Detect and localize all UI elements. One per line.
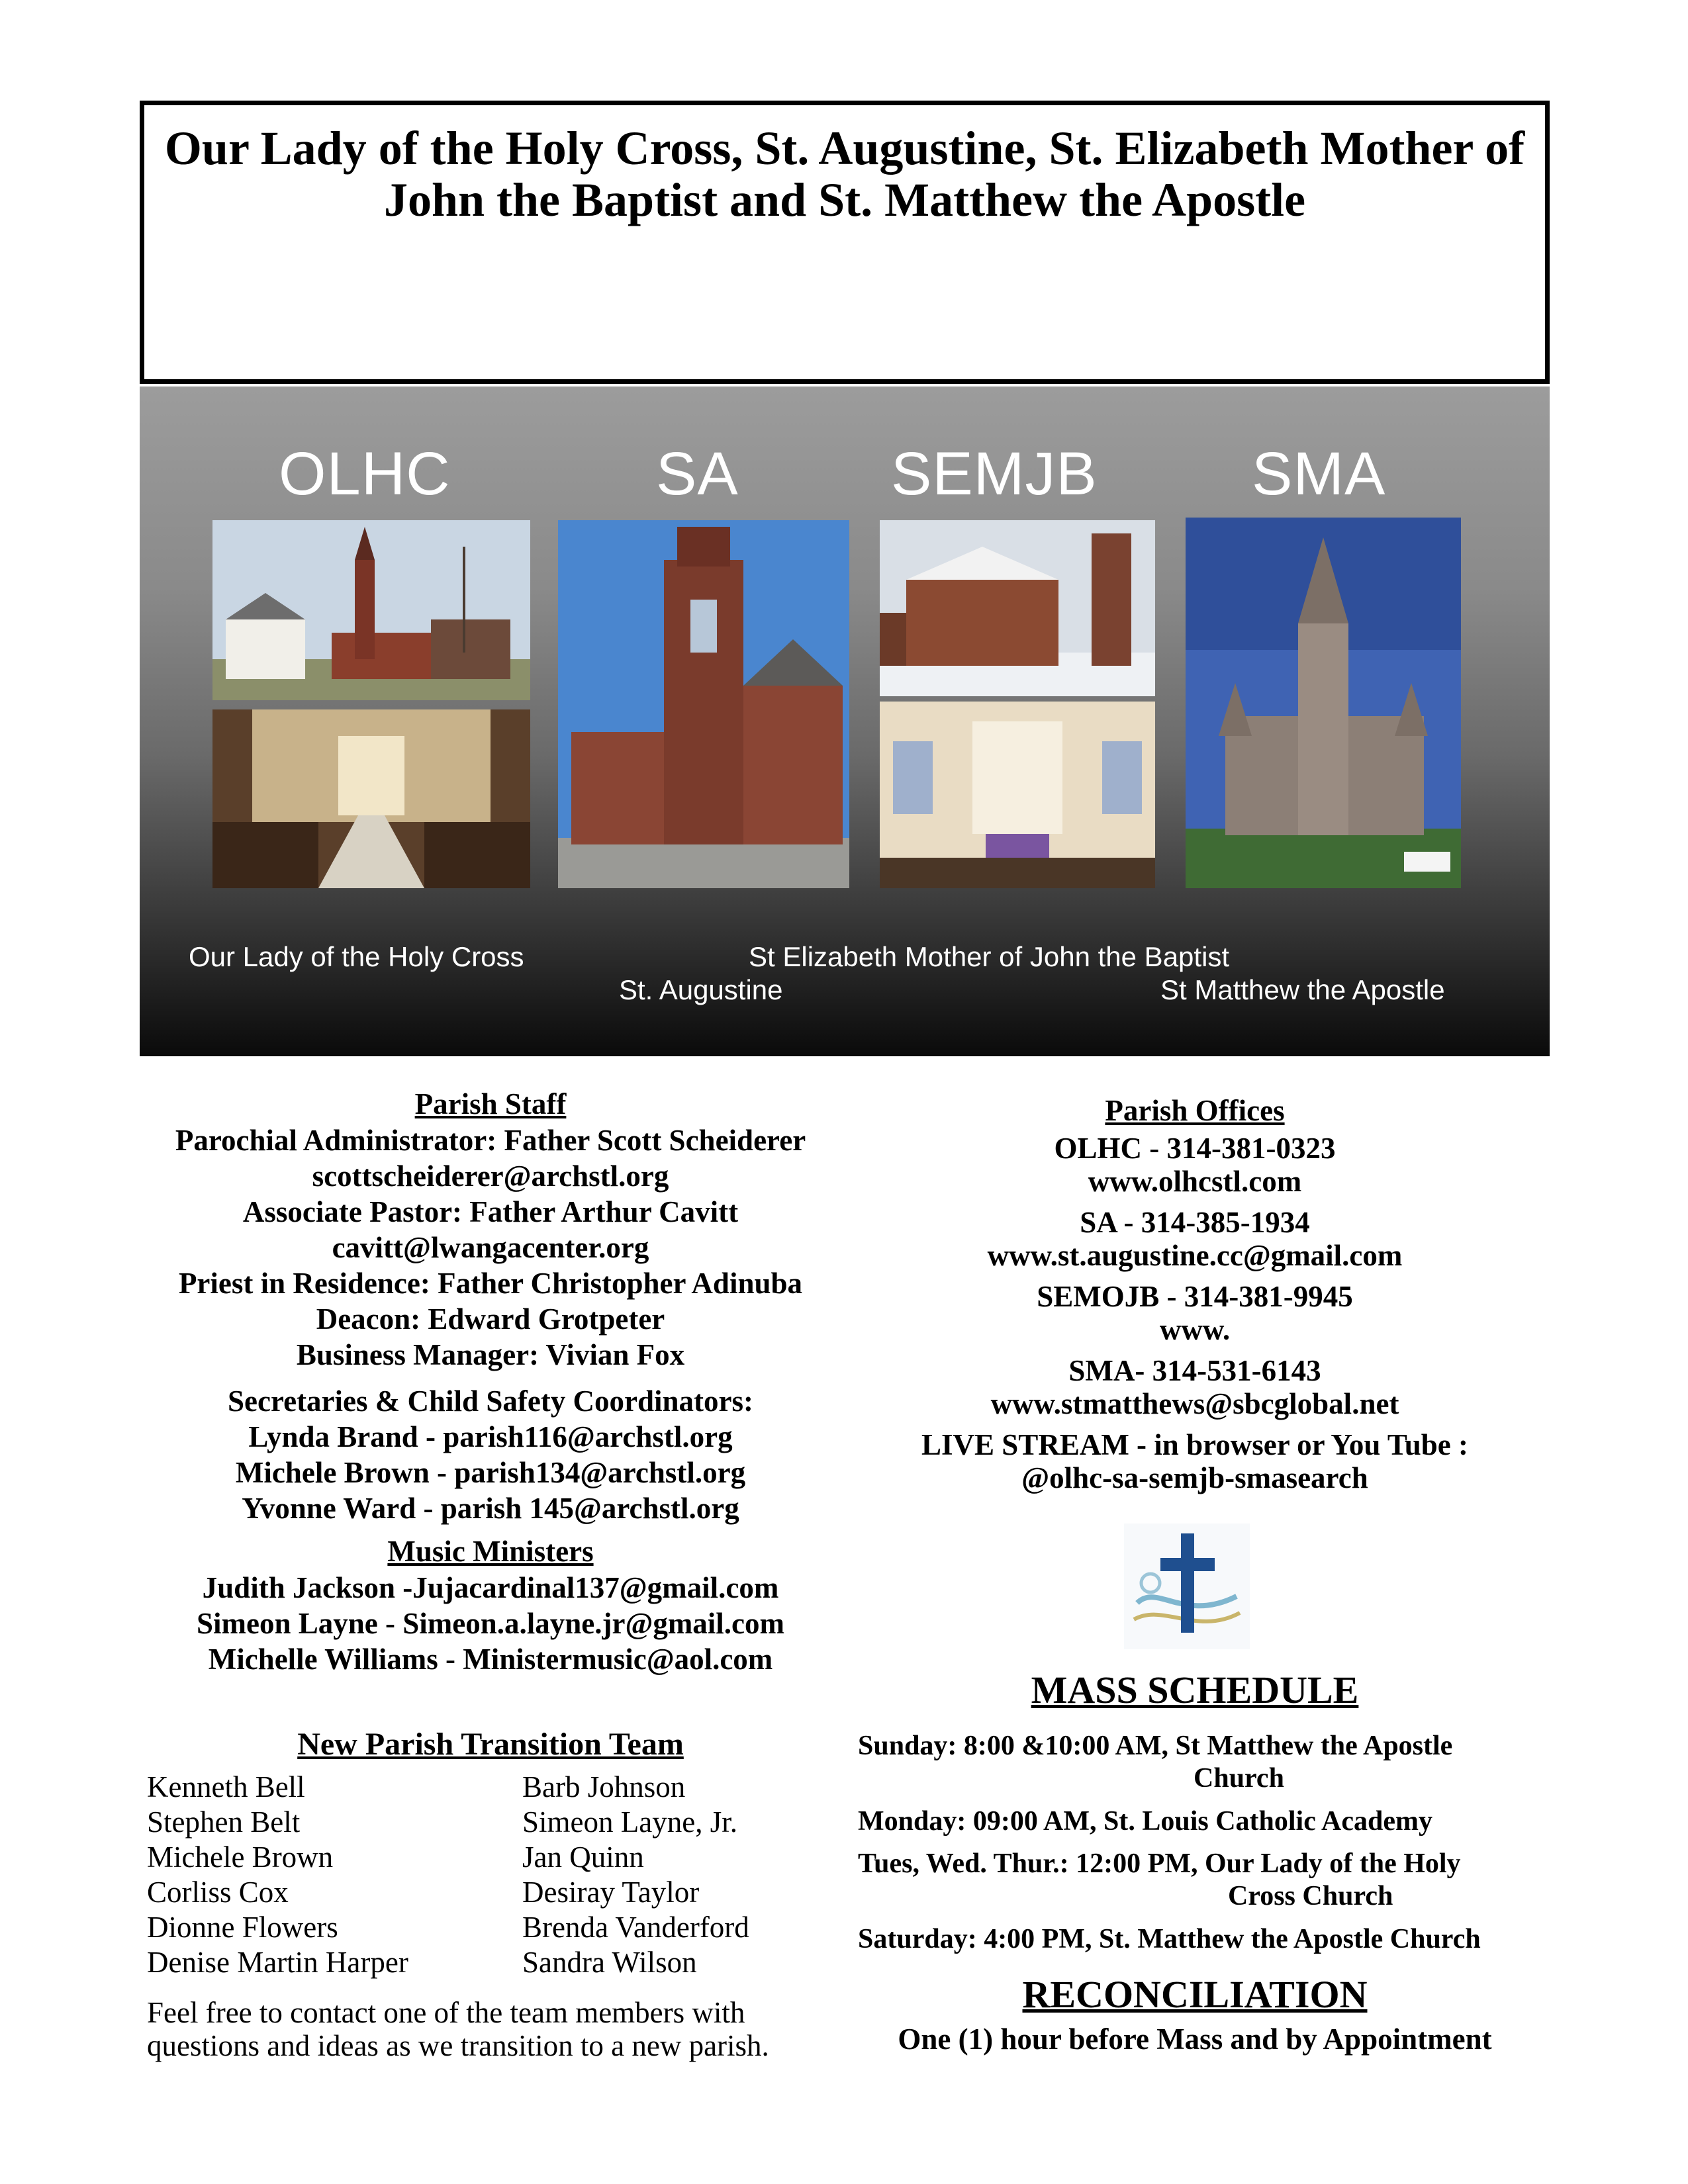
offices-heading: Parish Offices bbox=[1105, 1094, 1285, 1127]
page-title: Our Lady of the Holy Cross, St. Augustine, St. Elizabeth Mother of John the Baptist and St. Matthew the Apostle bbox=[164, 122, 1525, 226]
semjb-exterior-photo bbox=[880, 520, 1155, 696]
team-member: Simeon Layne, Jr. bbox=[522, 1805, 737, 1839]
semojb-website: www. bbox=[1159, 1313, 1231, 1346]
team-member: Michele Brown bbox=[147, 1841, 334, 1874]
music-line: Simeon Layne - Simeon.a.layne.jr@gmail.com bbox=[196, 1607, 785, 1640]
reconciliation-text: One (1) hour before Mass and by Appointment bbox=[898, 2023, 1492, 2056]
staff-line: Deacon: Edward Grotpeter bbox=[316, 1302, 665, 1336]
olhc-exterior-photo bbox=[212, 520, 530, 700]
staff-line: Parochial Administrator: Father Scott Scheiderer bbox=[175, 1124, 806, 1157]
caption-semjb: St Elizabeth Mother of John the Baptist bbox=[749, 941, 1230, 972]
mass-monday: Monday: 09:00 AM, St. Louis Catholic Academy bbox=[858, 1806, 1433, 1837]
staff-line: scottscheiderer@archstl.org bbox=[312, 1160, 669, 1193]
sma-phone: SMA- 314-531-6143 bbox=[1068, 1354, 1321, 1387]
caption-olhc: Our Lady of the Holy Cross bbox=[189, 941, 524, 972]
mass-sunday: Sunday: 8:00 &10:00 AM, St Matthew the Apostle bbox=[858, 1731, 1453, 1761]
team-note-line: Feel free to contact one of the team members with bbox=[147, 1996, 745, 2029]
abbr-sma: SMA bbox=[1252, 440, 1386, 508]
caption-sa: St. Augustine bbox=[619, 974, 783, 1005]
mass-sunday-cont: Church bbox=[1194, 1763, 1284, 1794]
team-member: Corliss Cox bbox=[147, 1876, 289, 1909]
sa-website: www.st.augustine.cc@gmail.com bbox=[987, 1239, 1403, 1272]
olhc-interior-photo bbox=[212, 709, 530, 888]
music-heading: Music Ministers bbox=[387, 1535, 594, 1568]
team-member: Brenda Vanderford bbox=[522, 1911, 749, 1944]
sma-church-photo bbox=[1186, 518, 1461, 888]
semojb-phone: SEMOJB - 314-381-9945 bbox=[1037, 1280, 1353, 1313]
team-member: Sandra Wilson bbox=[522, 1946, 697, 1979]
sa-phone: SA - 314-385-1934 bbox=[1080, 1206, 1310, 1239]
caption-sma: St Matthew the Apostle bbox=[1160, 974, 1445, 1005]
team-member: Denise Martin Harper bbox=[147, 1946, 408, 1979]
abbr-semjb: SEMJB bbox=[891, 440, 1098, 508]
olhc-phone: OLHC - 314-381-0323 bbox=[1054, 1132, 1336, 1165]
church-photo-banner bbox=[140, 387, 1550, 1056]
staff-line: Associate Pastor: Father Arthur Cavitt bbox=[242, 1195, 739, 1228]
mass-weekday-cont: Cross Church bbox=[1228, 1881, 1393, 1911]
secretary-line: Yvonne Ward - parish 145@archstl.org bbox=[242, 1492, 739, 1525]
team-member: Barb Johnson bbox=[522, 1770, 686, 1803]
mass-schedule-heading: MASS SCHEDULE bbox=[1031, 1668, 1359, 1711]
staff-heading: Parish Staff bbox=[414, 1087, 567, 1120]
semjb-interior-photo bbox=[880, 702, 1155, 888]
team-member-list bbox=[147, 1770, 849, 1980]
team-member: Kenneth Bell bbox=[147, 1770, 305, 1803]
team-member: Desiray Taylor bbox=[522, 1876, 700, 1909]
mass-weekday: Tues, Wed. Thur.: 12:00 PM, Our Lady of the Holy bbox=[858, 1848, 1461, 1879]
music-line: Michelle Williams - Ministermusic@aol.com bbox=[208, 1643, 773, 1676]
abbr-sa: SA bbox=[656, 440, 739, 508]
staff-line: Business Manager: Vivian Fox bbox=[296, 1338, 685, 1371]
secretaries-heading: Secretaries & Child Safety Coordinators: bbox=[227, 1385, 754, 1418]
olhc-website: www.olhcstl.com bbox=[1088, 1165, 1302, 1198]
staff-section bbox=[140, 1085, 841, 1677]
team-member: Dionne Flowers bbox=[147, 1911, 338, 1944]
team-member: Stephen Belt bbox=[147, 1805, 301, 1839]
secretary-line: Michele Brown - parish134@archstl.org bbox=[235, 1456, 746, 1489]
reconciliation-heading: RECONCILIATION bbox=[1022, 1973, 1368, 2016]
live-stream-label: LIVE STREAM - in browser or You Tube : bbox=[921, 1428, 1469, 1461]
team-heading: New Parish Transition Team bbox=[297, 1727, 684, 1762]
secretary-line: Lynda Brand - parish116@archstl.org bbox=[248, 1420, 733, 1453]
team-member: Jan Quinn bbox=[522, 1841, 644, 1874]
team-note-line: questions and ideas as we transition to a new parish. bbox=[147, 2029, 769, 2062]
sa-church-photo bbox=[558, 520, 849, 888]
abbr-olhc: OLHC bbox=[279, 440, 451, 508]
music-line: Judith Jackson -Jujacardinal137@gmail.com bbox=[202, 1571, 779, 1604]
live-stream-handle: @olhc-sa-semjb-smasearch bbox=[1021, 1461, 1368, 1494]
cross-icon bbox=[1124, 1524, 1250, 1649]
team-note bbox=[147, 1996, 849, 2062]
mass-saturday: Saturday: 4:00 PM, St. Matthew the Apostle Church bbox=[858, 1924, 1481, 1954]
title-box bbox=[140, 101, 1550, 384]
staff-line: cavitt@lwangacenter.org bbox=[332, 1231, 649, 1264]
staff-line: Priest in Residence: Father Christopher Adinuba bbox=[178, 1267, 803, 1300]
offices-section bbox=[851, 1092, 1539, 1494]
sma-website: www.stmatthews@sbcglobal.net bbox=[990, 1387, 1399, 1420]
